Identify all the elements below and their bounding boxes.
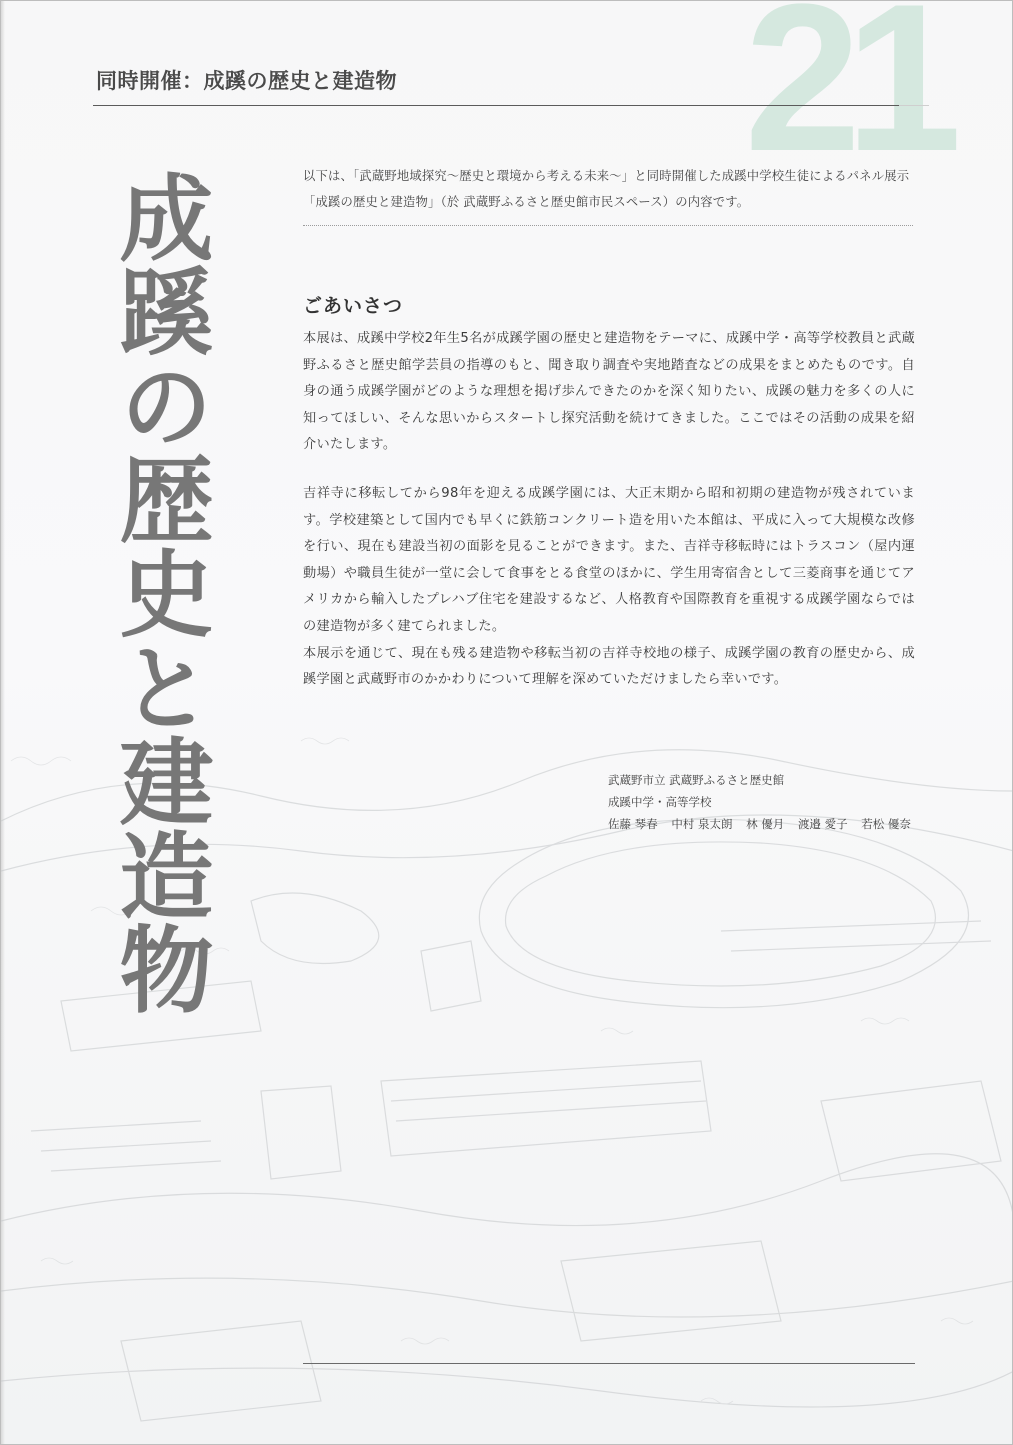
paragraph-2-text: 吉祥寺に移転してから98年を迎える成蹊学園には、大正末期から昭和初期の建造物が残されています。学校建築として国内でも早くに鉄筋コンクリート造を用いた本館は、平成に入って大規模な改修を行い、現在も建設当初の面影を見ることができます。また、吉祥寺移転時にはトラスコン（屋内運動場）や職員生徒が一堂に会して食事をとる食堂のほかに、学生用寄宿舎として三菱商事を通じてアメリカから輸入したプレハブ住宅を建設するなど、人格教育や国際教育を重視する成蹊学園ならではの建造物が多く建てられました。	[303, 486, 915, 634]
section-header: 同時開催：成蹊の歴史と建造物	[96, 69, 397, 93]
credit-name: 中村 泉太朗	[671, 817, 733, 831]
credit-names	[608, 813, 921, 835]
paragraph-1-text: 本展は、成蹊中学校2年生5名が成蹊学園の歴史と建造物をテーマに、成蹊中学・高等学校教員と武蔵野ふるさと歴史館学芸員の指導のもと、聞き取り調査や実地踏査などの成果をまとめたものです。自身の通う成蹊学園がどのような理想を掲げ歩んできたのかを深く知りたい、成蹊の魅力を多くの人に知ってほしい、そんな思いからスタートし探究活動を続けてきました。ここではその活動の成果を紹介いたします。	[303, 331, 915, 453]
credit-name: 佐藤 琴春	[608, 817, 658, 831]
greeting-paragraph-2-3	[303, 481, 915, 694]
greeting-heading: ごあいさつ	[303, 295, 404, 317]
credits-block	[608, 769, 921, 835]
credit-org-1: 武蔵野市立 武蔵野ふるさと歴史館	[608, 773, 785, 787]
vertical-title: 成蹊の歴史と建造物	[103, 169, 212, 1015]
credit-name: 若松 優奈	[861, 817, 911, 831]
header-rule-extension	[899, 105, 929, 106]
header-rule	[93, 105, 899, 106]
paragraph-3-text: 本展示を通じて、現在も残る建造物や移転当初の吉祥寺校地の様子、成蹊学園の教育の歴史から、成蹊学園と武蔵野市のかかわりについて理解を深めていただけましたら幸いです。	[303, 645, 915, 688]
credit-name: 渡邉 愛子	[797, 817, 848, 831]
page-number: 21	[744, 0, 946, 195]
credit-name: 林 優月	[746, 817, 785, 831]
intro-dotted-rule	[303, 225, 913, 226]
intro-text: 以下は、「武蔵野地域探究〜歴史と環境から考える未来〜」と同時開催した成蹊中学校生徒によるパネル展示「成蹊の歴史と建造物」（於 武蔵野ふるさと歴史館市民スペース）の内容です。	[303, 169, 910, 209]
footer-rule	[303, 1363, 915, 1364]
greeting-paragraph-1	[303, 326, 915, 459]
credit-org-2: 成蹊中学・高等学校	[608, 795, 712, 809]
